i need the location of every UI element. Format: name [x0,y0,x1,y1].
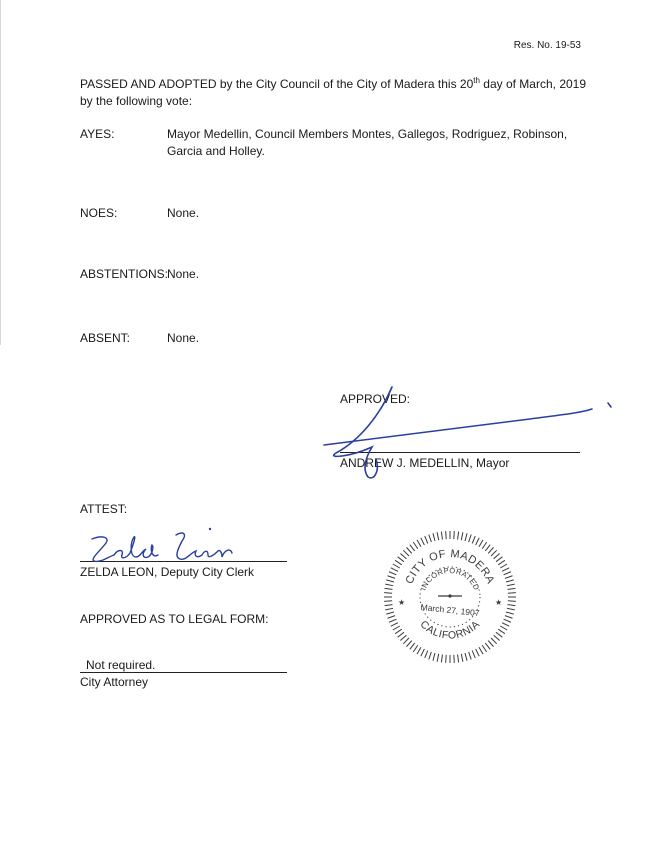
seal-tick [491,550,497,556]
svg-text:CALIFORNIA [418,618,483,641]
seal-tick [458,655,459,663]
city-seal-icon [380,527,520,667]
seal-tick [502,623,509,627]
seal-tick [437,532,439,540]
noes-value: None. [167,206,200,220]
seal-tick [476,538,480,545]
clerk-signature-icon [84,525,244,570]
seal-tick [400,553,406,558]
absent-label: ABSENT: [80,331,131,345]
seal-tick [433,653,435,661]
seal-tick [391,568,398,572]
seal-tick [386,612,394,614]
legal-form-label: APPROVED AS TO LEGAL FORM: [80,612,269,626]
seal-tick [388,616,396,619]
seal-state-name: CALIFORNIA [417,618,483,642]
seal-tick [469,535,472,543]
seal-tick [502,568,509,572]
noes-label: NOES: [80,206,118,220]
seal-tick [410,545,415,551]
seal-tick [504,572,511,575]
seal-tick [384,601,392,602]
ordinal-suffix: th [473,76,480,85]
seal-tick [496,557,502,562]
seal-star-right-icon: ★ [495,598,503,607]
seal-tick [454,531,455,539]
svg-text:INCORPORATED [419,566,482,592]
resolution-number: Res. No. 19-53 [513,40,581,51]
seal-tick [488,547,493,553]
seal-tick [406,547,411,553]
legal-form-value: Not required. [86,658,156,672]
seal-tick [465,533,467,541]
seal-tick [417,540,421,547]
mayor-name: ANDREW J. MEDELLIN, Mayor [340,456,510,470]
attorney-title: City Attorney [80,675,149,689]
seal-tick [421,538,425,545]
seal-tick [507,584,515,586]
seal-tick [446,531,447,539]
seal-tick [506,612,514,614]
seal-tick [500,626,507,630]
seal-tick [479,540,483,547]
adoption-text-start: PASSED AND ADOPTED by the City Council of the City of Madera this 20 [80,77,474,91]
scan-margin-line [0,0,1,345]
adoption-text-end: day of March, 2019 by the following vote: [80,77,587,108]
seal-tick [410,643,415,649]
seal-tick [504,619,511,622]
seal-tick [406,641,411,647]
seal-tick [496,632,502,637]
seal-tick [488,641,493,647]
seal-tick [389,572,396,575]
seal-tick [508,588,516,589]
seal-incorporated: INCORPORATED [418,565,482,592]
seal-tick [458,532,459,540]
seal-tick [482,542,486,549]
seal-tick [441,532,442,540]
seal-tick [476,649,480,656]
seal-tick [395,629,402,633]
seal-tick [469,652,472,660]
seal-tick [505,576,513,579]
seal-tick [465,653,467,661]
mayor-signature-icon [310,385,620,485]
seal-tick [386,580,394,582]
seal-tick [385,605,393,606]
seal-tick [398,557,404,562]
seal-tick [413,542,417,549]
seal-tick [507,608,515,610]
seal-tick [482,645,486,652]
abstentions-label: ABSTENTIONS: [80,267,169,281]
seal-tick [508,601,516,602]
seal-tick [385,588,393,589]
seal-tick [389,619,396,622]
adoption-statement [80,76,590,110]
seal-tick [385,584,393,586]
seal-tick [425,651,428,658]
seal-tick [505,616,513,619]
seal-tick [393,564,400,568]
seal-tick [385,608,393,610]
seal-tick [388,576,396,579]
seal-tick [472,536,475,543]
seal-date: March 27, 1907 [420,601,481,619]
seal-tick [485,545,490,551]
seal-tick [437,654,439,662]
seal-tick [498,629,505,633]
seal-tick [508,605,516,606]
ayes-value: Mayor Medellin, Council Members Montes, Gallegos, Rodriguez, Robinson, Garcia and Holley. [167,127,568,158]
seal-tick [384,593,392,594]
seal-tick [421,649,425,656]
seal-tick [433,533,435,541]
seal-tick [400,635,406,640]
clerk-name: ZELDA LEON, Deputy City Clerk [80,565,255,579]
seal-city-name: CITY OF MADERA [403,547,497,586]
absent-value: None. [167,331,200,345]
seal-tick [479,647,483,654]
seal-star-left-icon: ★ [398,598,406,607]
seal-tick [461,654,463,662]
seal-tick [494,553,500,558]
seal-tick [491,638,497,644]
seal-tick [417,647,421,654]
seal-tick [461,532,463,540]
seal-tick [413,645,417,652]
seal-tick [485,643,490,649]
seal-tick [398,632,404,637]
seal-tick [391,623,398,627]
seal-tick [429,535,432,543]
seal-tick [494,635,500,640]
seal-tick [506,580,514,582]
attorney-signature-line [80,672,287,673]
abstentions-value: None. [167,267,200,281]
ayes-label: AYES: [80,127,115,141]
seal-tick [395,560,402,564]
approved-label: APPROVED: [340,392,411,406]
seal-tick [446,655,447,663]
seal-tick [508,593,516,594]
seal-tick [498,560,505,564]
seal-tick [393,626,400,630]
seal-tick [403,638,409,644]
seal-tick [472,651,475,658]
seal-tick [425,536,428,543]
seal-tick [500,564,507,568]
seal-tick [403,550,409,556]
attest-label: ATTEST: [80,502,128,516]
seal-tick [454,655,455,663]
seal-tick [429,652,432,660]
seal-tick [441,655,442,663]
